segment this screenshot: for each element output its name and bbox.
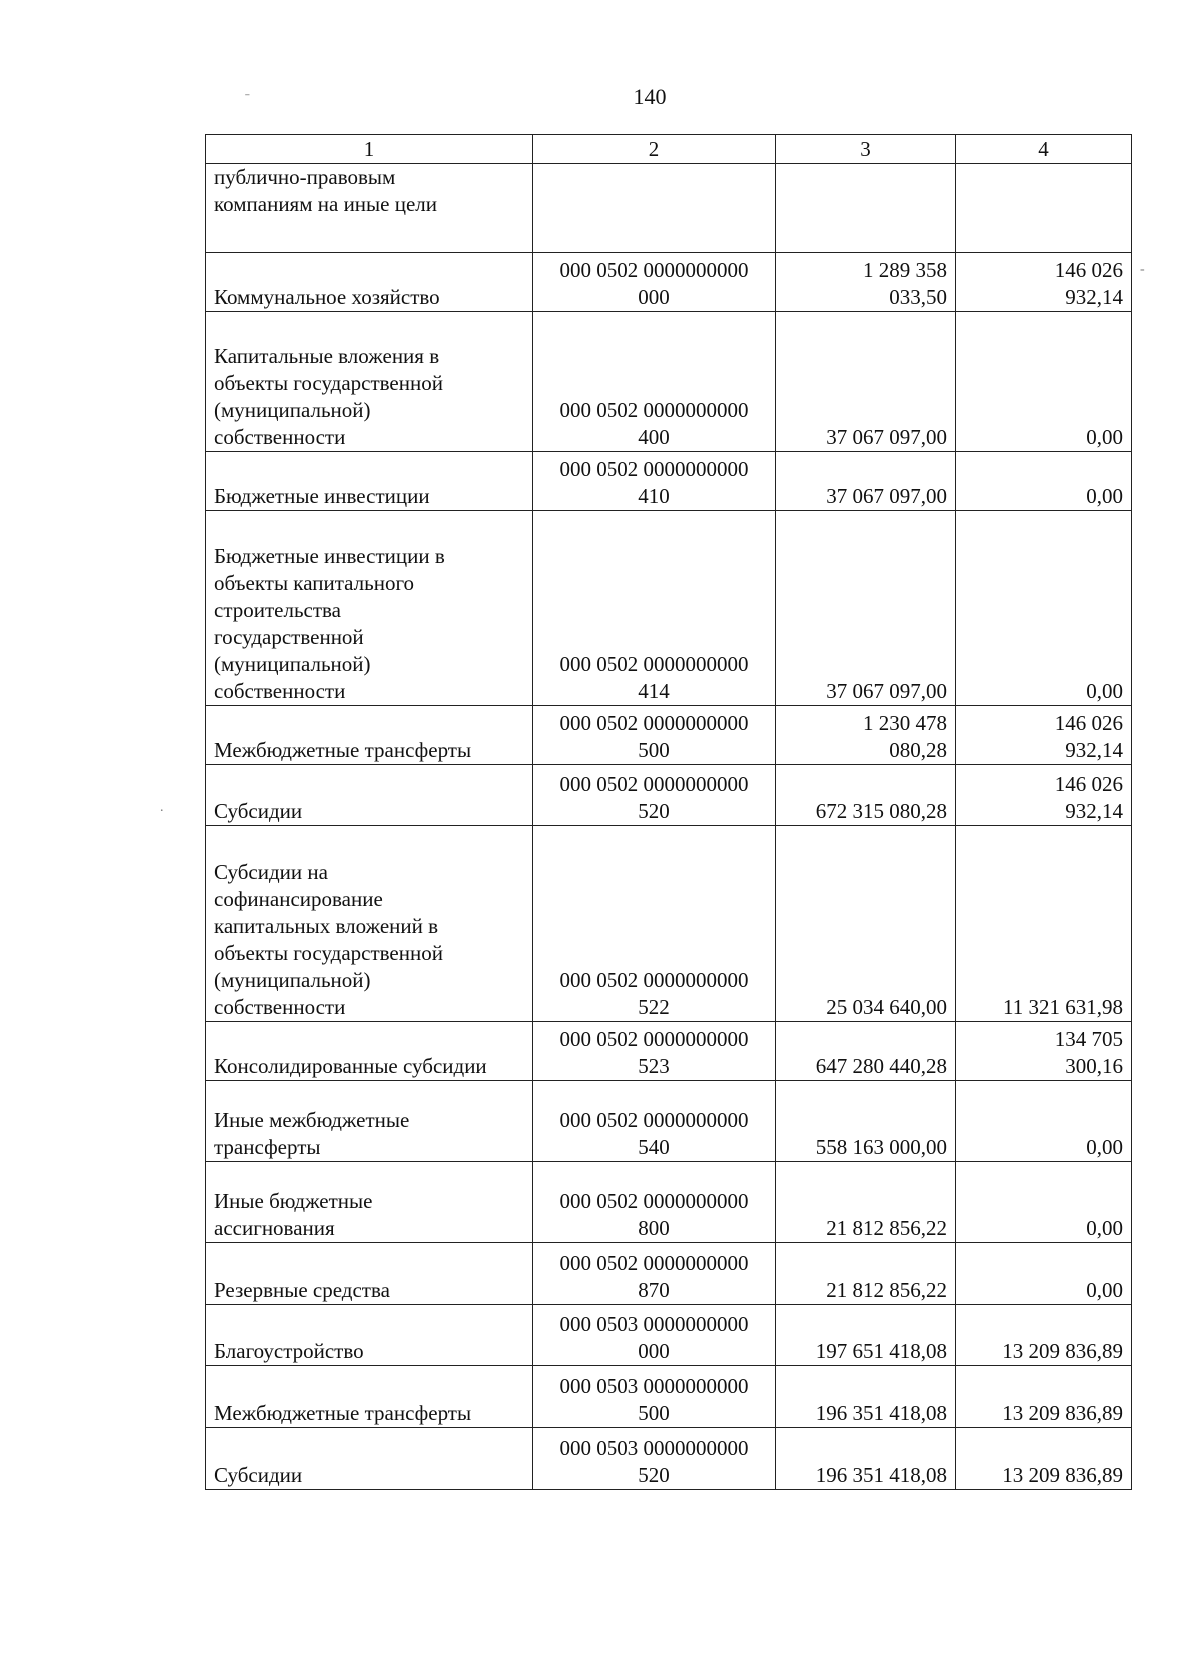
row-name: Субсидии [214,799,303,823]
row-value3: 37 067 097,00 [826,425,947,449]
row-name-cell [206,1022,533,1081]
row-value3: 25 034 640,00 [826,995,947,1019]
row-value4: 134 705 300,16 [1054,1027,1123,1078]
row-code-cell [533,706,776,765]
row-value4-cell [956,706,1132,765]
row-name: Коммунальное хозяйство [214,285,440,309]
row-value4-cell [956,765,1132,826]
row-name: публично-правовым компаниям на иные цели [214,165,438,216]
row-value4: 13 209 836,89 [1002,1339,1123,1363]
row-code-cell [533,164,776,253]
row-code-cell [533,253,776,312]
row-name: Бюджетные инвестиции [214,484,430,508]
column-header-2: 2 [533,135,776,164]
row-value4-cell [956,1243,1132,1305]
scan-speck: ˉ [245,92,250,107]
row-value3-cell [776,1366,956,1428]
row-code: 000 0502 0000000000 523 [559,1027,749,1078]
table-row [206,1243,1132,1305]
row-code: 000 0502 0000000000 500 [559,711,749,762]
table-row [206,1022,1132,1081]
row-name: Межбюджетные трансферты [214,1401,472,1425]
row-value3: 197 651 418,08 [815,1339,947,1363]
row-value3-cell [776,1428,956,1490]
row-value3-cell [776,253,956,312]
row-value3-cell [776,765,956,826]
row-code-cell [533,511,776,706]
row-name-cell [206,1366,533,1428]
row-name-cell [206,706,533,765]
table-row [206,1305,1132,1366]
page-number: 140 [633,84,667,109]
table-row [206,312,1132,452]
row-code-cell [533,1428,776,1490]
table-header-row [206,135,1132,164]
row-code-cell [533,826,776,1022]
row-value3-cell [776,1243,956,1305]
row-code: 000 0502 0000000000 522 [559,968,749,1019]
row-value4: 0,00 [1086,425,1123,449]
row-name-cell [206,1428,533,1490]
row-value4: 146 026 932,14 [1054,258,1123,309]
row-value4-cell [956,1162,1132,1243]
row-value3: 196 351 418,08 [815,1401,947,1425]
row-name: Иные бюджетные ассигнования [214,1189,373,1240]
row-name-cell [206,312,533,452]
row-value3-cell [776,706,956,765]
row-code-cell [533,1305,776,1366]
row-code-cell [533,1162,776,1243]
row-value4: 11 321 631,98 [1003,995,1123,1019]
row-name-cell [206,253,533,312]
row-name: Капитальные вложения в объекты государственной (муниципальной) собственности [214,344,443,449]
row-value4-cell [956,1022,1132,1081]
row-value4: 13 209 836,89 [1002,1463,1123,1487]
row-value4-cell [956,1366,1132,1428]
row-name-cell [206,1243,533,1305]
row-value3: 1 230 478 080,28 [863,711,947,762]
row-code: 000 0502 0000000000 400 [559,398,749,449]
row-value3: 21 812 856,22 [826,1216,947,1240]
row-value3: 196 351 418,08 [815,1463,947,1487]
row-name: Межбюджетные трансферты [214,738,472,762]
table-row [206,511,1132,706]
row-value4-cell [956,1081,1132,1162]
table-row [206,826,1132,1022]
row-value4-cell [956,1428,1132,1490]
row-value3: 672 315 080,28 [815,799,947,823]
row-code: 000 0502 0000000000 540 [559,1108,749,1159]
row-value4: 0,00 [1086,484,1123,508]
row-value3: 21 812 856,22 [826,1278,947,1302]
row-value3-cell [776,1081,956,1162]
column-header-4: 4 [956,135,1132,164]
row-code-cell [533,765,776,826]
row-code: 000 0502 0000000000 870 [559,1251,749,1302]
row-value3-cell [776,826,956,1022]
row-value4: 146 026 932,14 [1054,711,1123,762]
row-value4-cell [956,312,1132,452]
row-value4: 0,00 [1086,1135,1123,1159]
table-row-continuation [206,164,1132,253]
row-value3-cell [776,1305,956,1366]
row-value4: 146 026 932,14 [1054,772,1123,823]
row-code: 000 0502 0000000000 410 [559,457,749,508]
row-value3: 647 280 440,28 [815,1054,947,1078]
row-value4-cell [956,1305,1132,1366]
row-code: 000 0502 0000000000 000 [559,258,749,309]
row-code: 000 0503 0000000000 520 [559,1436,749,1487]
table-row [206,1366,1132,1428]
row-name: Бюджетные инвестиции в объекты капитального строительства государственной (муниципальной) собственности [214,544,445,703]
row-value4-cell [956,826,1132,1022]
row-name-cell [206,1081,533,1162]
scan-speck: - [1140,262,1145,277]
table-row [206,706,1132,765]
row-value4: 0,00 [1086,1216,1123,1240]
row-name: Резервные средства [214,1278,390,1302]
row-value4-cell [956,511,1132,706]
row-value4-cell [956,164,1132,253]
table-row [206,1081,1132,1162]
row-value3: 37 067 097,00 [826,484,947,508]
row-value4: 0,00 [1086,679,1123,703]
row-value3-cell [776,1022,956,1081]
table-row [206,765,1132,826]
row-name-cell [206,765,533,826]
budget-table [205,134,1132,1490]
row-value3: 558 163 000,00 [815,1135,947,1159]
column-header-1: 1 [206,135,533,164]
row-name-cell [206,511,533,706]
row-name: Иные межбюджетные трансферты [214,1108,410,1159]
row-code: 000 0502 0000000000 414 [559,652,749,703]
row-name-cell [206,452,533,511]
row-name-cell [206,1162,533,1243]
row-value4-cell [956,452,1132,511]
row-value4: 0,00 [1086,1278,1123,1302]
row-value3-cell [776,1162,956,1243]
row-value3-cell [776,452,956,511]
row-code-cell [533,1366,776,1428]
row-name-cell [206,164,533,253]
row-name: Консолидированные субсидии [214,1054,487,1078]
row-value3: 37 067 097,00 [826,679,947,703]
row-code: 000 0503 0000000000 000 [559,1312,749,1363]
row-value3-cell [776,511,956,706]
row-name: Субсидии [214,1463,303,1487]
row-value3-cell [776,312,956,452]
row-code: 000 0503 0000000000 500 [559,1374,749,1425]
row-code: 000 0502 0000000000 800 [559,1189,749,1240]
table-row [206,1162,1132,1243]
row-code-cell [533,452,776,511]
row-code-cell [533,312,776,452]
row-code: 000 0502 0000000000 520 [559,772,749,823]
scan-speck: . [160,800,164,815]
row-code-cell [533,1022,776,1081]
table-row [206,452,1132,511]
row-name: Субсидии на софинансирование капитальных вложений в объекты государственной (муниципальной) собственности [214,860,443,1019]
table-row [206,1428,1132,1490]
row-value4: 13 209 836,89 [1002,1401,1123,1425]
row-value4-cell [956,253,1132,312]
row-value3-cell [776,164,956,253]
table-row [206,253,1132,312]
row-name-cell [206,1305,533,1366]
row-name: Благоустройство [214,1339,364,1363]
column-header-3: 3 [776,135,956,164]
row-code-cell [533,1243,776,1305]
row-value3: 1 289 358 033,50 [863,258,947,309]
row-code-cell [533,1081,776,1162]
row-name-cell [206,826,533,1022]
